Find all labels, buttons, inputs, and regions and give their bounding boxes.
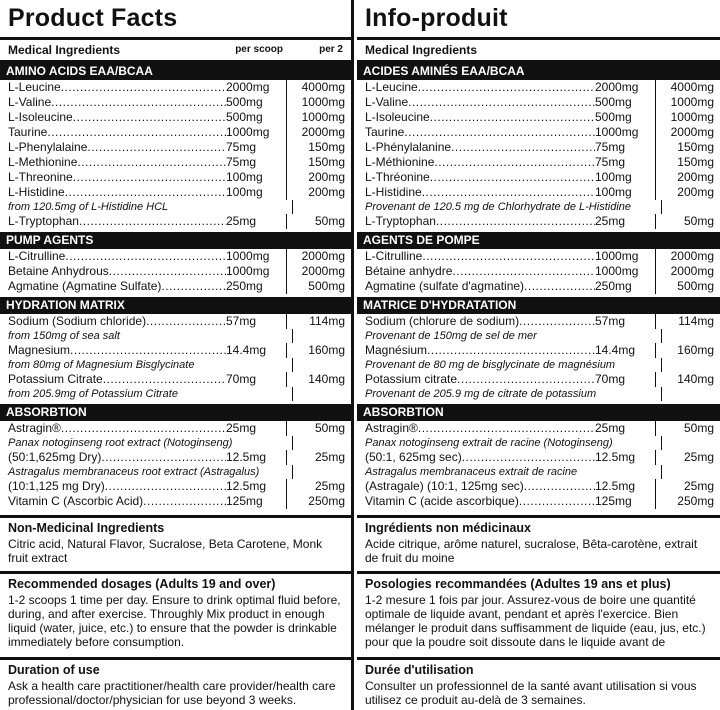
panax-extract-note: Panax notoginseng extrait de racine (Notoginseng) (365, 437, 613, 449)
ingredient-name-cell (365, 95, 595, 110)
ingredient-name: Betaine Anhydrous (8, 264, 109, 278)
amount-per-2-scoops: 150mg (655, 155, 714, 170)
amount-per-2-scoops: 114mg (655, 314, 714, 329)
ingredient-row (357, 249, 720, 264)
leader-dots (73, 170, 226, 185)
magnesium-source-note: from 80mg of Magnesium Bisglycinate (8, 359, 195, 371)
ingredient-name: L-Leucine (8, 80, 61, 94)
ingredient-row (0, 170, 351, 185)
leader-dots (434, 155, 595, 170)
ingredient-name-cell (365, 249, 595, 264)
leader-dots (103, 372, 226, 387)
ingredient-row (0, 279, 351, 294)
leader-dots (430, 170, 595, 185)
amount-per-scoop: 14.4mg (226, 343, 267, 357)
magnesium-source-note-row (0, 358, 351, 372)
amount-per-2-scoops: 150mg (286, 140, 345, 155)
amount-per-scoop: 12.5mg (226, 479, 267, 493)
leader-dots (436, 214, 595, 229)
leader-dots (101, 450, 226, 465)
ingredient-name: L-Methionine (8, 155, 78, 169)
duration-block (357, 657, 720, 709)
empty-cell (292, 436, 351, 450)
ingredient-name: L-Isoleucine (365, 110, 430, 124)
ingredient-row (0, 314, 351, 329)
non-medicinal-title: Ingrédients non médicinaux (365, 521, 531, 535)
dosage-block (0, 571, 351, 657)
ingredient-name: Potassium citrate (365, 372, 458, 386)
potassium-source-note-row (357, 387, 720, 401)
ingredient-name: L-Valine (8, 95, 52, 109)
ingredient-name: L-Leucine (365, 80, 418, 94)
leader-dots (73, 110, 226, 125)
ingredient-name: Agmatine (sulfate d'agmatine) (365, 279, 525, 293)
ingredient-row (0, 249, 351, 264)
ingredient-name-cell (365, 185, 595, 200)
histidine-source-note-row (0, 200, 351, 214)
leader-dots (87, 140, 226, 155)
leader-dots (77, 155, 226, 170)
section-pump-agents: AGENTS DE POMPE (357, 232, 720, 249)
amount-per-scoop: 25mg (226, 214, 257, 228)
non-medicinal-block (357, 515, 720, 571)
empty-cell (661, 436, 720, 450)
duration-text: Ask a health care practitioner/health care provider/health care professional/doctor/physician for use beyond 3 weeks. (8, 679, 336, 707)
panel-title: Product Facts (0, 0, 351, 40)
histidine-source-note: Provenant de 120.5 mg de Chlorhydrate de L-Histidine (365, 201, 631, 213)
amount-per-2-scoops: 1000mg (655, 110, 714, 125)
ingredient-row (0, 343, 351, 358)
ingredient-name-cell (365, 372, 595, 387)
ingredient-name-cell (365, 80, 595, 95)
ingredient-row (357, 185, 720, 200)
section-pump-agents: PUMP AGENTS (0, 232, 351, 249)
ingredient-name-cell (365, 479, 595, 494)
amount-per-2-scoops: 2000mg (286, 264, 345, 279)
amount-per-2-scoops: 160mg (655, 343, 714, 358)
panax-extract-note-row (0, 436, 351, 450)
leader-dots (51, 95, 226, 110)
empty-cell (661, 465, 720, 479)
duration-title: Durée d'utilisation (365, 663, 474, 677)
ingredient-name: Potassium Citrate (8, 372, 103, 386)
ingredient-name: L-Valine (365, 95, 409, 109)
ingredient-name: Vitamin C (acide ascorbique) (365, 494, 519, 508)
leader-dots (47, 125, 226, 140)
ingredient-name: L-Méthionine (365, 155, 435, 169)
empty-cell (661, 358, 720, 372)
ingredient-name-cell (8, 214, 226, 229)
amount-per-scoop: 1000mg (595, 264, 639, 278)
ingredient-row (357, 343, 720, 358)
amount-per-scoop: 500mg (226, 110, 263, 124)
amount-per-scoop: 2000mg (595, 80, 639, 94)
ingredient-row (0, 95, 351, 110)
leader-dots (427, 343, 595, 358)
amount-per-2-scoops: 2000mg (286, 125, 345, 140)
ingredient-name-cell (8, 155, 226, 170)
ingredient-row (357, 170, 720, 185)
ingredient-name: L-Threonine (8, 170, 73, 184)
amount-per-scoop: 100mg (595, 170, 632, 184)
amount-per-scoop: 500mg (226, 95, 263, 109)
ingredient-name-cell (365, 170, 595, 185)
leader-dots (143, 494, 226, 509)
amount-per-2-scoops: 500mg (655, 279, 714, 294)
ingredient-name: L-Citrulline (365, 249, 423, 263)
ingredient-row (0, 214, 351, 229)
amount-per-scoop: 125mg (595, 494, 632, 508)
ingredient-row (0, 372, 351, 387)
amount-per-scoop: 250mg (226, 279, 263, 293)
ingredient-name-cell (8, 421, 226, 436)
ingredient-name-cell (8, 279, 226, 294)
amount-per-2-scoops: 1000mg (286, 110, 345, 125)
leader-dots (451, 140, 595, 155)
leader-dots (161, 279, 226, 294)
dosage-text: 1-2 mesure 1 fois par jour. Assurez-vous de boire une quantité optimale de liquide avant, pendant et après l'exercice. Bien mélanger le produit dans suffisamment de liquide (eau, jus, etc.) pour que la poudre soit dissoute dans le liquide avant de (365, 593, 706, 649)
empty-cell (292, 200, 351, 214)
leader-dots (65, 249, 226, 264)
amount-per-2-scoops: 4000mg (286, 80, 345, 95)
ingredient-name-cell (8, 314, 226, 329)
astragalus-extract-note-row (357, 465, 720, 479)
ingredient-name-cell (8, 479, 226, 494)
ingredient-name-cell (8, 170, 226, 185)
amount-per-scoop: 57mg (226, 314, 257, 328)
ingredient-row (0, 110, 351, 125)
amount-per-scoop: 250mg (595, 279, 632, 293)
ingredient-row (357, 479, 720, 494)
leader-dots (105, 479, 226, 494)
amount-per-2-scoops: 50mg (286, 421, 345, 436)
ingredient-name-cell (8, 343, 226, 358)
amount-per-scoop: 75mg (595, 155, 626, 169)
section-amino-acids: AMINO ACIDS EAA/BCAA (0, 63, 351, 80)
ingredient-row (357, 95, 720, 110)
non-medicinal-text: Citric acid, Natural Flavor, Sucralose, Beta Carotene, Monk fruit extract (8, 537, 323, 565)
amount-per-2-scoops: 50mg (655, 214, 714, 229)
amount-per-scoop: 100mg (595, 185, 632, 199)
amount-per-scoop: 75mg (595, 140, 626, 154)
ingredient-name: Taurine (8, 125, 48, 139)
ingredient-name: (50:1,625mg Dry) (8, 450, 102, 464)
ingredient-row (0, 264, 351, 279)
ingredient-name-cell (8, 125, 226, 140)
ingredient-row (357, 279, 720, 294)
ingredient-name: Astragin® (365, 421, 418, 435)
ingredient-name: L-Phénylalanine (365, 140, 452, 154)
empty-cell (661, 329, 720, 343)
amount-per-scoop: 125mg (226, 494, 263, 508)
dosage-title: Recommended dosages (Adults 19 and over) (8, 577, 276, 591)
leader-dots (462, 450, 595, 465)
ingredient-name: Agmatine (Agmatine Sulfate) (8, 279, 162, 293)
ingredient-row (357, 140, 720, 155)
amount-per-scoop: 1000mg (595, 125, 639, 139)
ingredient-name: L-Phenylalaine (8, 140, 88, 154)
amount-per-2-scoops: 50mg (655, 421, 714, 436)
leader-dots (422, 185, 595, 200)
potassium-source-note-row (0, 387, 351, 401)
leader-dots (79, 214, 226, 229)
ingredient-name-cell (8, 110, 226, 125)
ingredient-name: Taurine (365, 125, 405, 139)
ingredient-name: Vitamin C (Ascorbic Acid) (8, 494, 144, 508)
amount-per-scoop: 12.5mg (226, 450, 267, 464)
section-amino-acids: ACIDES AMINÉS EAA/BCAA (357, 63, 720, 80)
empty-cell (292, 358, 351, 372)
amount-per-2-scoops: 250mg (655, 494, 714, 509)
ingredient-row (357, 450, 720, 465)
section-absorbtion: ABSORBTION (357, 404, 720, 421)
amount-per-scoop: 1000mg (226, 249, 270, 263)
ingredient-name-cell (365, 494, 595, 509)
sodium-source-note-row (0, 329, 351, 343)
ingredient-row (357, 421, 720, 436)
non-medicinal-title: Non-Medicinal Ingredients (8, 521, 165, 535)
leader-dots (418, 80, 595, 95)
amount-per-scoop: 25mg (595, 421, 626, 435)
ingredient-name-cell (8, 494, 226, 509)
leader-dots (519, 314, 595, 329)
amount-per-scoop: 57mg (595, 314, 626, 328)
amount-per-2-scoops: 25mg (655, 450, 714, 465)
ingredient-row (357, 125, 720, 140)
potassium-source-note: from 205.9mg of Potassium Citrate (8, 388, 178, 400)
amount-per-scoop: 14.4mg (595, 343, 636, 357)
ingredient-name: Astragin® (8, 421, 61, 435)
duration-title: Duration of use (8, 663, 100, 677)
leader-dots (109, 264, 226, 279)
amount-per-2-scoops: 1000mg (655, 95, 714, 110)
ingredient-name: (10:1,125 mg Dry) (8, 479, 105, 493)
amount-per-2-scoops: 25mg (286, 479, 345, 494)
ingredient-name: Bétaine anhydre (365, 264, 453, 278)
amount-per-2-scoops: 140mg (286, 372, 345, 387)
amount-per-2-scoops: 500mg (286, 279, 345, 294)
amount-per-scoop: 75mg (226, 155, 257, 169)
sodium-source-note: Provenant de 150mg de sel de mer (365, 330, 537, 342)
ingredient-name: Sodium (Sodium chloride) (8, 314, 147, 328)
ingredient-name-cell (365, 110, 595, 125)
leader-dots (146, 314, 226, 329)
leader-dots (70, 343, 226, 358)
leader-dots (422, 249, 595, 264)
histidine-source-note-row (357, 200, 720, 214)
ingredient-row (0, 450, 351, 465)
amount-per-scoop: 25mg (595, 214, 626, 228)
ingredient-name: L-Tryptophan (8, 214, 79, 228)
ingredient-name: L-Citrulline (8, 249, 66, 263)
empty-cell (292, 387, 351, 401)
ingredient-row (357, 80, 720, 95)
ingredient-name-cell (8, 140, 226, 155)
ingredient-name-cell (365, 155, 595, 170)
panel-title: Info-produit (357, 0, 720, 40)
duration-block (0, 657, 351, 709)
amount-per-2-scoops: 150mg (286, 155, 345, 170)
leader-dots (61, 421, 226, 436)
ingredient-name-cell (8, 450, 226, 465)
leader-dots (519, 494, 595, 509)
amount-per-scoop: 75mg (226, 140, 257, 154)
ingredient-name-cell (365, 125, 595, 140)
amount-per-2-scoops: 150mg (655, 140, 714, 155)
section-hydration-matrix: HYDRATION MATRIX (0, 297, 351, 314)
leader-dots (408, 95, 595, 110)
non-medicinal-block (0, 515, 351, 571)
ingredient-row (0, 479, 351, 494)
amount-per-2-scoops: 200mg (655, 170, 714, 185)
amount-per-scoop: 12.5mg (595, 450, 636, 464)
medical-ingredients-header: Medical Ingredients (365, 43, 478, 57)
amount-per-scoop: 1000mg (595, 249, 639, 263)
column-header (357, 40, 720, 63)
potassium-source-note: Provenant de 205.9 mg de citrate de potassium (365, 388, 597, 400)
leader-dots (418, 421, 595, 436)
ingredient-name-cell (365, 264, 595, 279)
astragalus-extract-note: Astragalus membranaceus extrait de racine (365, 466, 578, 478)
leader-dots (524, 479, 595, 494)
amount-per-scoop: 500mg (595, 110, 632, 124)
leader-dots (430, 110, 595, 125)
histidine-source-note: from 120.5mg of L-Histidine HCL (8, 201, 169, 213)
sodium-source-note: from 150mg of sea salt (8, 330, 120, 342)
amount-per-2-scoops: 1000mg (286, 95, 345, 110)
amount-per-2-scoops: 25mg (655, 479, 714, 494)
dosage-block (357, 571, 720, 657)
ingredient-row (0, 155, 351, 170)
ingredient-name-cell (365, 343, 595, 358)
amount-per-scoop: 70mg (595, 372, 626, 386)
ingredient-row (357, 494, 720, 509)
ingredient-name-cell (365, 314, 595, 329)
amount-per-scoop: 25mg (226, 421, 257, 435)
amount-per-2-scoops: 50mg (286, 214, 345, 229)
astragalus-extract-note-row (0, 465, 351, 479)
ingredient-row (0, 80, 351, 95)
amount-per-2-scoops: 2000mg (655, 125, 714, 140)
ingredient-row (0, 140, 351, 155)
astragalus-extract-note: Astragalus membranaceus root extract (Astragalus) (8, 466, 260, 478)
magnesium-source-note: Provenant de 80 mg de bisglycinate de magnésium (365, 359, 616, 371)
amount-per-2-scoops: 2000mg (655, 264, 714, 279)
ingredient-name-cell (8, 185, 226, 200)
amount-per-2-scoops: 114mg (286, 314, 345, 329)
ingredient-row (0, 185, 351, 200)
ingredient-name-cell (365, 279, 595, 294)
ingredient-name: L-Histidine (8, 185, 65, 199)
section-hydration-matrix: MATRICE D'HYDRATATION (357, 297, 720, 314)
sodium-source-note-row (357, 329, 720, 343)
ingredient-name-cell (8, 372, 226, 387)
leader-dots (65, 185, 226, 200)
ingredient-name: L-Isoleucine (8, 110, 73, 124)
amount-per-2-scoops: 25mg (286, 450, 345, 465)
ingredient-name-cell (365, 450, 595, 465)
amount-per-2-scoops: 250mg (286, 494, 345, 509)
amount-per-2-scoops: 160mg (286, 343, 345, 358)
ingredient-row (0, 421, 351, 436)
ingredient-row (357, 314, 720, 329)
ingredient-row (357, 155, 720, 170)
ingredient-name: L-Histidine (365, 185, 422, 199)
ingredient-name: (Astragale) (10:1, 125mg sec) (365, 479, 524, 493)
duration-text: Consulter un professionnel de la santé avant utilisation si vous utilisez ce produit au-delà de 3 semaines. (365, 679, 697, 707)
ingredient-name-cell (365, 214, 595, 229)
amount-per-2-scoops: 200mg (286, 170, 345, 185)
amount-per-2-scoops: 2000mg (286, 249, 345, 264)
amount-per-2-scoops: 200mg (286, 185, 345, 200)
amount-per-2-scoops: 2000mg (655, 249, 714, 264)
french-column (357, 0, 720, 710)
per-2-scoops-header: per 2 scoops (307, 44, 343, 75)
amount-per-scoop: 500mg (595, 95, 632, 109)
ingredient-name: Sodium (chlorure de sodium) (365, 314, 520, 328)
medical-ingredients-header: Medical Ingredients (8, 43, 121, 57)
empty-cell (292, 465, 351, 479)
section-absorbtion: ABSORBTION (0, 404, 351, 421)
leader-dots (524, 279, 595, 294)
leader-dots (404, 125, 595, 140)
magnesium-source-note-row (357, 358, 720, 372)
amount-per-scoop: 12.5mg (595, 479, 636, 493)
ingredient-name-cell (365, 421, 595, 436)
per-scoop-header: per scoop (235, 44, 283, 55)
leader-dots (457, 372, 595, 387)
amount-per-2-scoops: 200mg (655, 185, 714, 200)
leader-dots (452, 264, 595, 279)
ingredient-name-cell (8, 95, 226, 110)
amount-per-2-scoops: 4000mg (655, 80, 714, 95)
ingredient-name: (50:1, 625mg sec) (365, 450, 462, 464)
empty-cell (661, 200, 720, 214)
empty-cell (292, 329, 351, 343)
english-column (0, 0, 354, 710)
non-medicinal-text: Acide citrique, arôme naturel, sucralose, Bêta-carotène, extrait de fruit du moine (365, 537, 698, 565)
ingredient-row (357, 372, 720, 387)
ingredient-name-cell (365, 140, 595, 155)
empty-cell (661, 387, 720, 401)
dosage-title: Posologies recommandées (Adultes 19 ans et plus) (365, 577, 671, 591)
ingredient-name: L-Tryptophan (365, 214, 436, 228)
ingredient-name-cell (8, 249, 226, 264)
ingredient-row (0, 494, 351, 509)
amount-per-scoop: 70mg (226, 372, 257, 386)
ingredient-row (357, 264, 720, 279)
amount-per-scoop: 100mg (226, 170, 263, 184)
amount-per-scoop: 100mg (226, 185, 263, 199)
ingredient-row (0, 125, 351, 140)
panax-extract-note-row (357, 436, 720, 450)
amount-per-scoop: 1000mg (226, 264, 270, 278)
dosage-text: 1-2 scoops 1 time per day. Ensure to drink optimal fluid before, during, and after exercise. Throughly Mix product in enough liquid (water, juice, etc.) to ensure that the powder is drinkable immediately before consumption. (8, 593, 341, 649)
ingredient-name: Magnésium (365, 343, 428, 357)
amount-per-scoop: 2000mg (226, 80, 270, 94)
ingredient-row (357, 214, 720, 229)
ingredient-row (357, 110, 720, 125)
panax-extract-note: Panax notoginseng root extract (Notoginseng) (8, 437, 233, 449)
ingredient-name-cell (8, 80, 226, 95)
ingredient-name-cell (8, 264, 226, 279)
leader-dots (61, 80, 226, 95)
amount-per-scoop: 1000mg (226, 125, 270, 139)
ingredient-name: Magnesium (8, 343, 71, 357)
ingredient-name: L-Thréonine (365, 170, 430, 184)
amount-per-2-scoops: 140mg (655, 372, 714, 387)
